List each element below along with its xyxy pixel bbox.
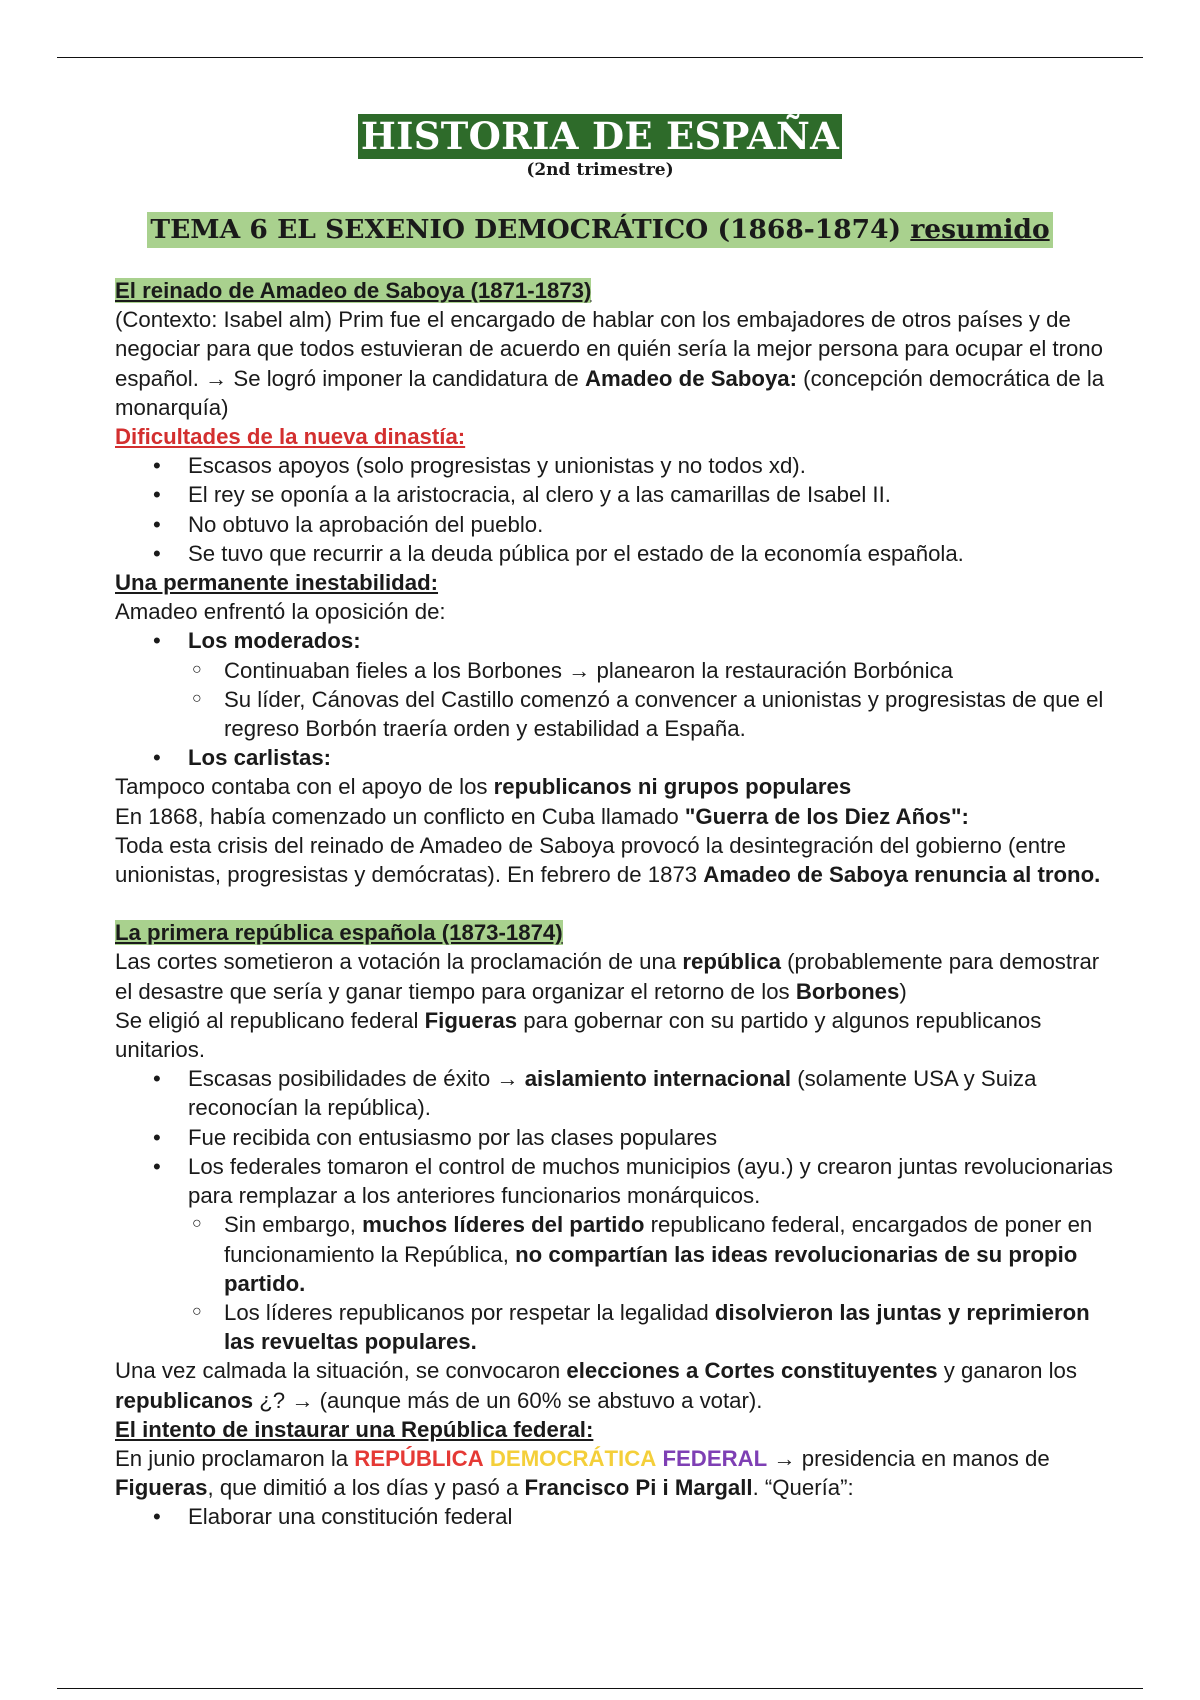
sub-list bbox=[115, 1210, 1115, 1356]
top-rule bbox=[57, 57, 1143, 58]
text: y ganaron los bbox=[937, 1358, 1077, 1384]
bullet-list bbox=[115, 1502, 1115, 1531]
subheading-text: Dificultades de la nueva dinastía: bbox=[115, 424, 466, 450]
bold-text: Amadeo de Saboya: bbox=[584, 365, 798, 391]
list-item: • Escasos apoyos (solo progresistas y unionistas y no todos xd). bbox=[115, 451, 1115, 480]
text: (Contexto: Isabel alm) Prim fue el encargado de hablar con los embajadores de otros países y de negociar para que todos estuvieran de acuerdo en quién sería la mejor persona para ocupar el trono español. → Se logró imponer la candidatura de bbox=[115, 307, 1103, 391]
bold-text: Borbones bbox=[795, 978, 900, 1004]
page-subtitle: (2nd trimestre) bbox=[526, 160, 674, 180]
paragraph bbox=[115, 1444, 1115, 1502]
list-item bbox=[115, 1152, 1115, 1356]
text: Los líderes republicanos por respetar la legalidad bbox=[224, 1299, 715, 1325]
paragraph bbox=[115, 1006, 1115, 1064]
text: (probablemente para demostrar el desastre que sería y ganar tiempo para organizar el retorno de los bbox=[115, 949, 1100, 1004]
text: (concepción democrática de la monarquía) bbox=[115, 365, 1105, 420]
text: , que dimitió a los días y pasó a bbox=[207, 1475, 525, 1501]
colored-word-yellow: DEMOCRÁTICA bbox=[489, 1445, 657, 1471]
bold-text: Los carlistas: bbox=[188, 745, 332, 771]
list-item bbox=[115, 626, 1115, 743]
section-heading-text: El reinado de Amadeo de Saboya (1871-1873) bbox=[115, 278, 592, 303]
page-title: HISTORIA DE ESPAÑA bbox=[358, 114, 842, 159]
paragraph: Amadeo enfrentó la oposición de: bbox=[115, 599, 446, 625]
bottom-rule bbox=[57, 1688, 1143, 1689]
sub-list-item bbox=[115, 1298, 1115, 1356]
text: . “Quería”: bbox=[752, 1475, 854, 1501]
subheading-text: Una permanente inestabilidad: bbox=[115, 570, 439, 596]
spacer bbox=[115, 889, 1115, 918]
text: Una vez calmada la situación, se convocaron bbox=[115, 1358, 567, 1384]
sub-list-item: ○ Su líder, Cánovas del Castillo comenzó a convencer a unionistas y progresistas de que el regreso Borbón traería orden y estabilidad a España. bbox=[115, 685, 1115, 743]
text: Tampoco contaba con el apoyo de los bbox=[115, 774, 494, 800]
text: Se eligió al republicano federal bbox=[115, 1007, 425, 1033]
subheading-text: El intento de instaurar una República federal: bbox=[115, 1416, 594, 1442]
text: ¿? → (aunque más de un 60% se abstuvo a votar). bbox=[253, 1387, 763, 1413]
list-item: • Se tuvo que recurrir a la deuda pública por el estado de la economía española. bbox=[115, 539, 1115, 568]
list-item: • Elaborar una constitución federal bbox=[115, 1502, 1115, 1531]
list-item: • Fue recibida con entusiasmo por las clases populares bbox=[115, 1123, 1115, 1152]
bullet-list bbox=[115, 626, 1115, 772]
sub-list-item bbox=[115, 1210, 1115, 1298]
bold-text: Figueras bbox=[115, 1475, 208, 1501]
paragraph bbox=[115, 1356, 1115, 1414]
text: ) bbox=[899, 978, 907, 1004]
subheading bbox=[115, 568, 1115, 597]
section-heading-text: La primera república española (1873-1874) bbox=[115, 920, 563, 946]
bold-text: elecciones a Cortes constituyentes bbox=[566, 1358, 938, 1384]
paragraph bbox=[115, 772, 1115, 801]
bold-text: republicanos ni grupos populares bbox=[493, 774, 852, 800]
bold-text: república bbox=[682, 949, 781, 975]
bold-text: aislamiento internacional bbox=[524, 1066, 792, 1092]
list-item: • No obtuvo la aprobación del pueblo. bbox=[115, 510, 1115, 539]
paragraph bbox=[115, 305, 1115, 422]
section-heading bbox=[115, 918, 1115, 947]
bold-text: disolvieron las juntas y reprimieron las revueltas populares. bbox=[224, 1299, 1090, 1355]
sub-list bbox=[115, 656, 1115, 744]
bold-text: Amadeo de Saboya renuncia al trono. bbox=[703, 862, 1101, 888]
tema-block bbox=[0, 212, 1200, 248]
tema-title: TEMA 6 EL SEXENIO DEMOCRÁTICO (1868-1874) bbox=[150, 214, 902, 245]
bullet-list bbox=[115, 451, 1115, 568]
bold-text: no compartían las ideas revolucionarias de su propio partido. bbox=[224, 1241, 1078, 1296]
tema-heading bbox=[147, 212, 1052, 248]
bold-text: muchos líderes del partido bbox=[362, 1212, 645, 1238]
text: Sin embargo, bbox=[224, 1212, 363, 1238]
bold-text: "Guerra de los Diez Años": bbox=[684, 803, 969, 829]
colored-word-purple: FEDERAL bbox=[662, 1445, 768, 1471]
text: para gobernar con su partido y algunos republicanos unitarios. bbox=[115, 1007, 1042, 1063]
text: Toda esta crisis del reinado de Amadeo de Saboya provocó la desintegración del gobierno (entre unionistas, progresistas y demócratas). En febrero de 1873 bbox=[115, 832, 1066, 888]
text: Las cortes sometieron a votación la proclamación de una bbox=[115, 949, 683, 975]
text: → presidencia en manos de bbox=[767, 1445, 1050, 1471]
section-heading bbox=[115, 276, 1115, 305]
sub-list-item: ○ Continuaban fieles a los Borbones → planearon la restauración Borbónica bbox=[115, 656, 1115, 685]
bold-text: Francisco Pi i Margall bbox=[524, 1475, 753, 1501]
subheading bbox=[115, 422, 1115, 451]
text: republicano federal, encargados de poner en funcionamiento la República, bbox=[224, 1212, 1093, 1267]
document-body bbox=[115, 276, 1115, 1532]
title-block bbox=[0, 114, 1200, 159]
bold-text: Figueras bbox=[424, 1007, 518, 1033]
paragraph bbox=[115, 831, 1115, 889]
tema-suffix: resumido bbox=[910, 214, 1050, 245]
bold-text: Los moderados: bbox=[188, 628, 361, 654]
colored-word-red: REPÚBLICA bbox=[354, 1445, 484, 1471]
text: En 1868, había comenzado un conflicto en Cuba llamado bbox=[115, 803, 685, 829]
text: En junio proclamaron la bbox=[115, 1445, 355, 1471]
bold-text: republicanos bbox=[115, 1387, 254, 1413]
paragraph bbox=[115, 802, 1115, 831]
list-item: • El rey se oponía a la aristocracia, al clero y a las camarillas de Isabel II. bbox=[115, 480, 1115, 509]
bullet-list bbox=[115, 1064, 1115, 1356]
text: (solamente USA y Suiza reconocían la república). bbox=[188, 1066, 1037, 1121]
list-item bbox=[115, 743, 1115, 772]
list-item bbox=[115, 1064, 1115, 1122]
subheading bbox=[115, 1415, 1115, 1444]
text: Escasas posibilidades de éxito → bbox=[188, 1066, 525, 1092]
paragraph bbox=[115, 947, 1115, 1005]
text: Los federales tomaron el control de muchos municipios (ayu.) y crearon juntas revolucionarias para remplazar a los anteriores funcionarios monárquicos. bbox=[188, 1153, 1113, 1209]
